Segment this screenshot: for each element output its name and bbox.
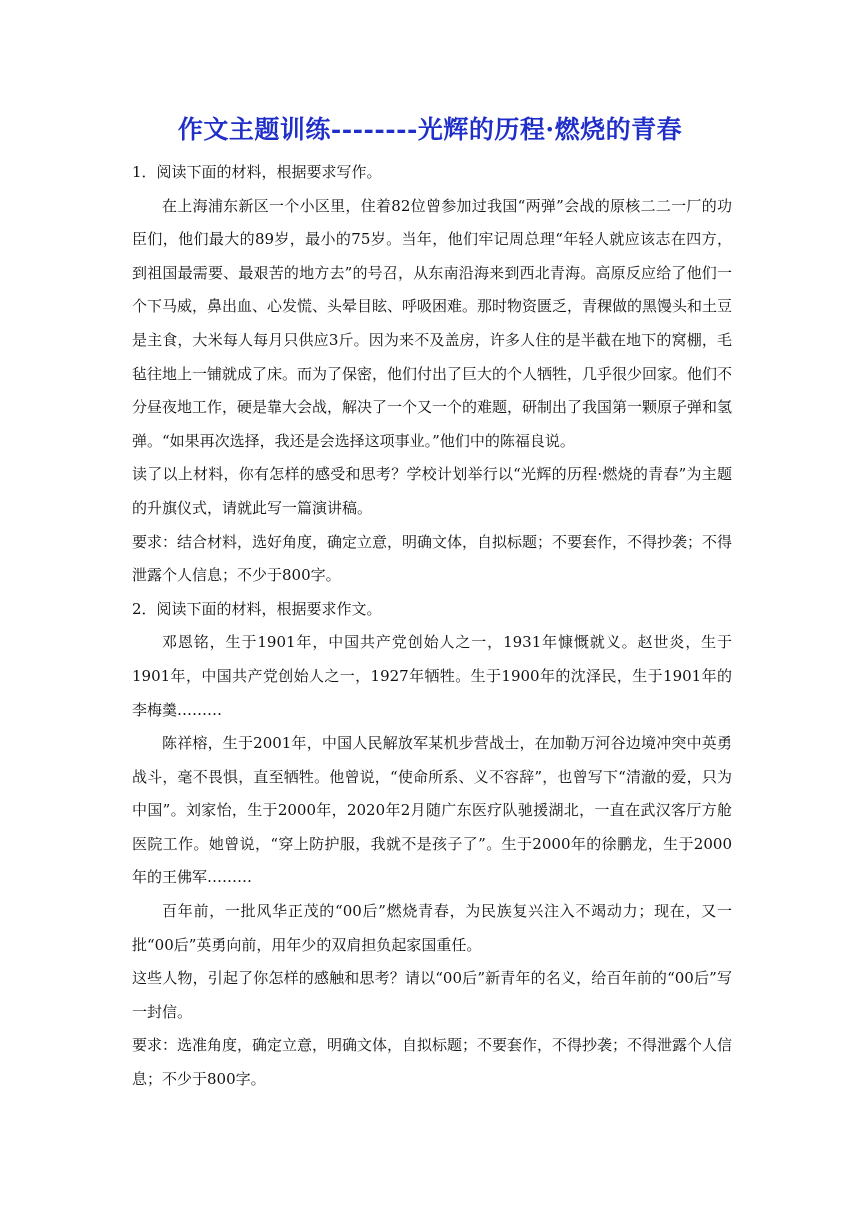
question-1-requirements: 要求：结合材料，选好角度，确定立意，明确文体，自拟标题；不要套作，不得抄袭；不得泄露个人信息；不少于800字。	[132, 532, 733, 585]
question-2-heading: 2．阅读下面的材料，根据要求作文。	[132, 599, 382, 618]
question-2-prompt: 这些人物，引起了你怎样的感触和思考？请以“00后”新青年的名义，给百年前的“00后”写一封信。	[132, 969, 732, 1021]
question-2-paragraph-3: 百年前，一批风华正茂的“00后”燃烧青春，为民族复兴注入不竭动力；现在，又一批“00后”英勇向前，用年少的双肩担负起家国重任。	[132, 902, 732, 954]
document-body	[132, 156, 732, 1097]
question-1-heading: 1．阅读下面的材料，根据要求写作。	[132, 163, 382, 181]
question-2-paragraph-1: 邓恩铭，生于1901年，中国共产党创始人之一，1931年慷慨就义。赵世炎，生于1901年，中国共产党创始人之一，1927年牺牲。生于1900年的沈泽民，生于1901年的李梅羹………	[132, 633, 732, 719]
question-1-prompt: 读了以上材料，你有怎样的感受和思考？学校计划举行以“光辉的历程·燃烧的青春”为主题的升旗仪式，请就此写一篇演讲稿。	[132, 465, 732, 517]
question-2-requirements: 要求：选准角度，确定立意，明确文体，自拟标题；不要套作，不得抄袭；不得泄露个人信息；不少于800字。	[132, 1036, 733, 1089]
question-1-material: 在上海浦东新区一个小区里，住着82位曾参加过我国“两弹”会战的原核二二一厂的功臣们，他们最大的89岁，最小的75岁。当年，他们牢记周总理“年轻人就应该志在四方，到祖国最需要、最艰苦的地方去”的号召，从东南沿海来到西北青海。高原反应给了他们一个下马威，鼻出血、心发慌、头晕目眩、呼吸困难。那时物资匮乏，青稞做的黑馒头和土豆是主食，大米每人每月只供应3斤。因为来不及盖房，许多人住的是半截在地下的窝棚，毛毡往地上一铺就成了床。而为了保密，他们付出了巨大的个人牺牲，几乎很少回家。他们不分昼夜地工作，硬是靠大会战，解决了一个又一个的难题，研制出了我国第一颗原子弹和氢弹。“如果再次选择，我还是会选择这项事业。”他们中的陈福良说。	[132, 196, 733, 450]
question-2-paragraph-2: 陈祥榕，生于2001年，中国人民解放军某机步营战士，在加勒万河谷边境冲突中英勇战斗，毫不畏惧，直至牺牲。他曾说，“使命所系、义不容辞”，也曾写下“清澈的爱，只为中国”。刘家怡，生于2000年，2020年2月随广东医疗队驰援湖北，一直在武汉客厅方舱医院工作。她曾说，“穿上防护服，我就不是孩子了”。生于2000年的徐鹏龙，生于2000年的王佛军………	[132, 734, 732, 887]
document-title: 作文主题训练--------光辉的历程·燃烧的青春	[177, 115, 683, 144]
